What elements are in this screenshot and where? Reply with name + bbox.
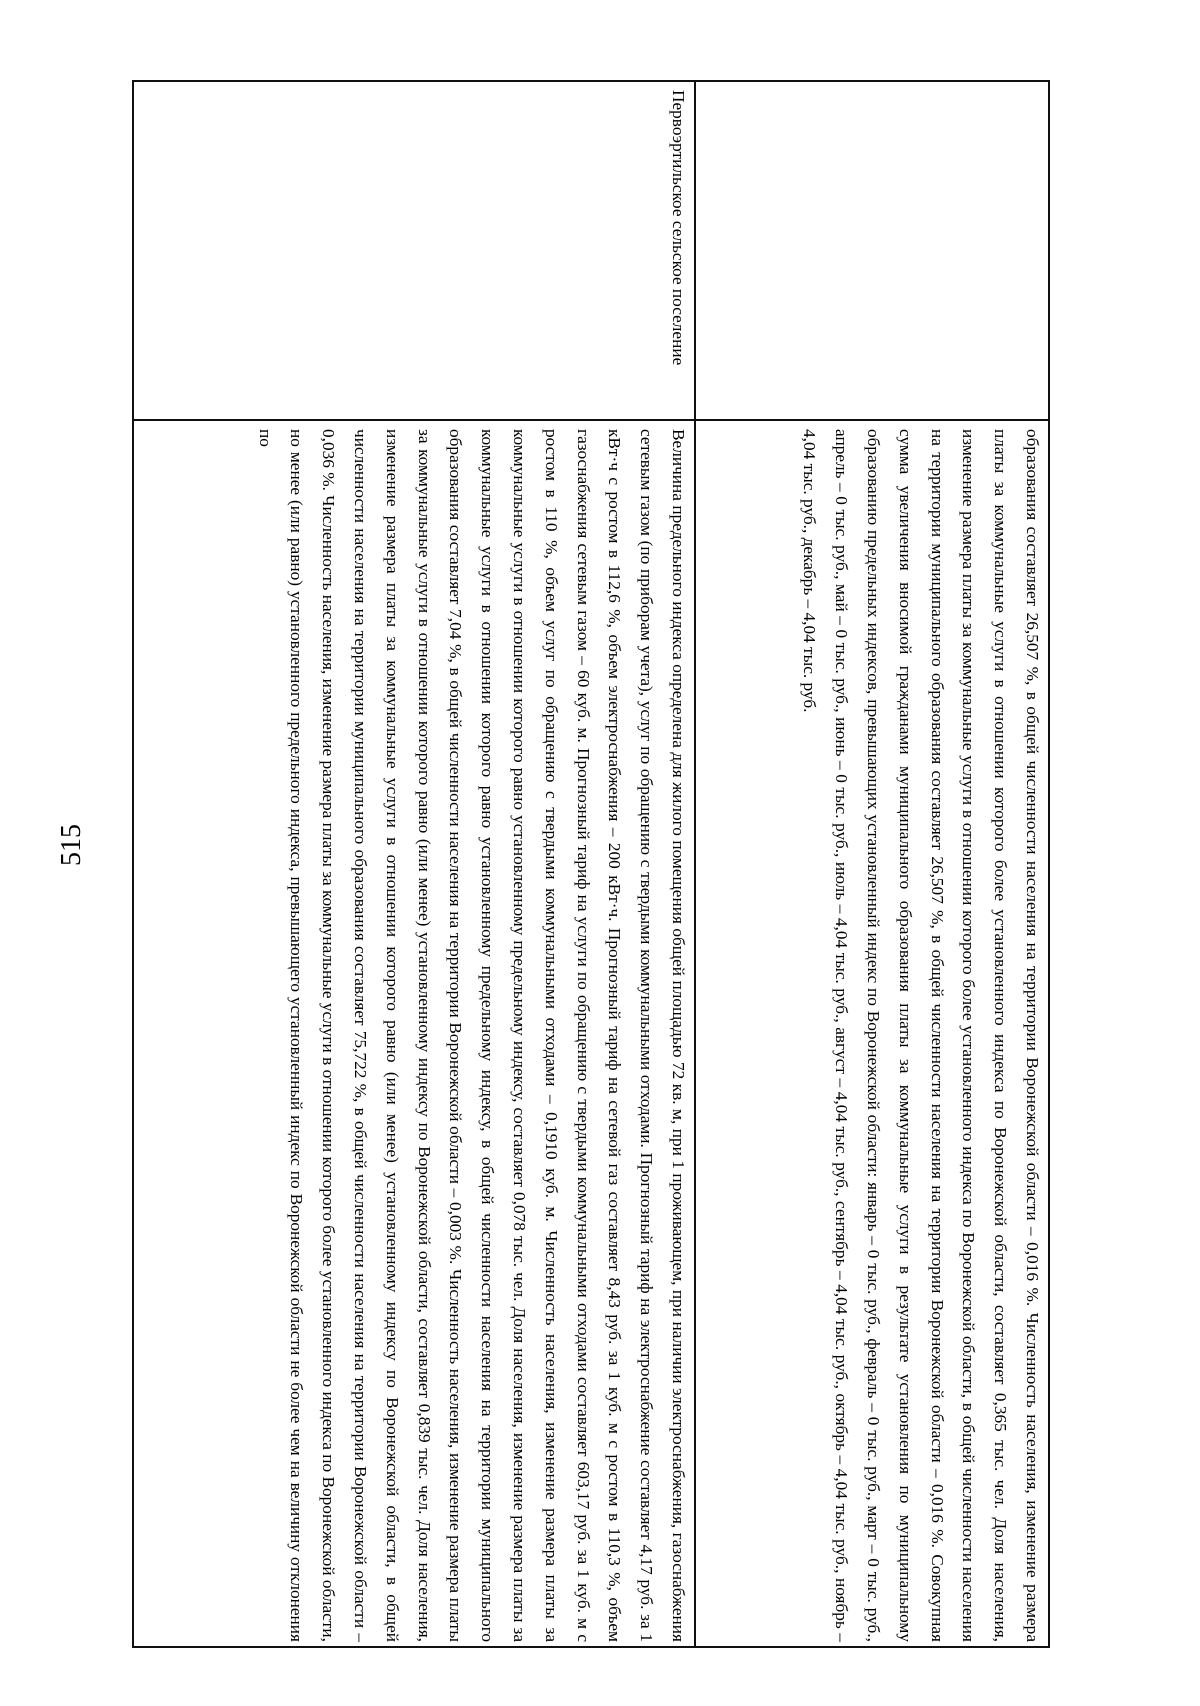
index-description-cell: Величина предельного индекса определена для жилого помещения общей площадью 72 кв. м, при 1 проживающем, при наличии электроснабжения, газоснабжения сетевым газом (по приборам учета), услуг по обращению с твердыми коммунальными отходами. Прогнозный тариф на электроснабжение составляет 4,17 руб. за 1 кВт·ч с ростом в 112,6 %, объем электроснабжения – 200 кВт·ч. Прогнозный тариф на сетевой газ составляет 8,43 руб. за 1 куб. м с ростом в 110,3 %, объем газоснабжения сетевым газом – 60 куб. м. Прогнозный тариф на услуги по обращению с твердыми коммунальными отходами составляет 603,17 руб. за 1 куб. м с ростом в 110 %, объем услуг по обращению с твердыми коммунальными отходами – 0,1910 куб. м. Численность населения, изменение размера платы за коммунальные услуги в отношении которого равно установленному предельному индексу, составляет 0,078 тыс. чел. Доля населения, изменение размера платы за коммунальные услуги в отношении которого равно установленному предельному индексу, в общей численности населения на территории муниципального образования составляет 7,04 %, в общей численности населения на территории Воронежской области – 0,003 %. Численность населения, изменение размера платы за коммунальные услуги в отношении которого равно (или менее) установленному индексу по Воронежской области, составляет 0,839 тыс. чел. Доля населения, изменение размера платы за коммунальные услуги в отношении которого равно (или менее) установленному индексу по Воронежской области, в общей численности населения на территории муниципального образования составляет 75,722 %, в общей численности населения на территории Воронежской области – 0,036 %. Численность населения, изменение размера платы за коммунальные услуги в отношении которого более установленного индекса по Воронежской области, но менее (или равно) установленного предельного индекса, превышающего установленный индекс по Воронежской области не более чем на величину отклонения по (133, 420, 695, 1647)
table-row (695, 81, 1049, 1647)
table-row (133, 81, 695, 1647)
municipal-index-table (132, 80, 1050, 1648)
index-description-cell: образования составляет 26,507 %, в общей численности населения на территории Воронежской области – 0,016 %. Численность населения, изменение размера платы за коммунальные услуги в отношении которого более установленного индекса по Воронежской области, составляет 0,365 тыс. чел. Доля населения, изменение размера платы за коммунальные услуги в отношении которого более установленного индекса по Воронежской области, в общей численности населения на территории муниципального образования составляет 26,507 %, в общей численности населения на территории Воронежской области – 0,016 %. Совокупная сумма увеличения вносимой гражданами муниципального образования платы за коммунальные услуги в результате установления по муниципальному образованию предельных индексов, превышающих установленный индекс по Воронежской области: январь – 0 тыс. руб., февраль – 0 тыс. руб., март – 0 тыс. руб., апрель – 0 тыс. руб., май – 0 тыс. руб., июнь – 0 тыс. руб., июль – 4,04 тыс. руб., август – 4,04 тыс. руб., сентябрь – 4,04 тыс. руб., октябрь – 4,04 тыс. руб., ноябрь – 4,04 тыс. руб., декабрь – 4,04 тыс. руб. (695, 420, 1049, 1647)
rotated-page-content (100, 80, 1050, 1648)
municipality-name-cell: Первоэртильское сельское поселение (133, 81, 695, 420)
municipality-name-cell (695, 81, 1049, 420)
page-number: 515 (56, 824, 87, 866)
